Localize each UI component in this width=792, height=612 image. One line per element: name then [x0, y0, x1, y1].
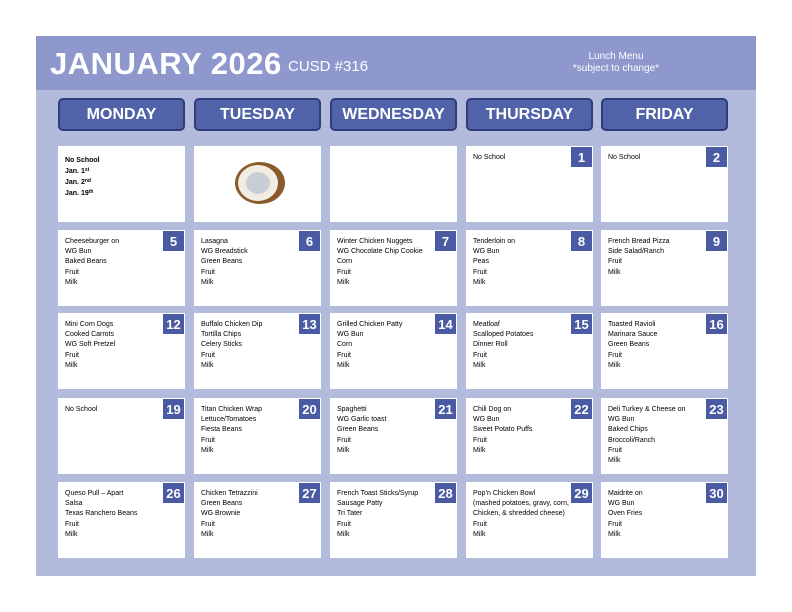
menu-item: French Toast Sticks/Syrup [337, 490, 419, 497]
menu-item: Milk [201, 530, 214, 538]
menu-item: WG Bun [473, 248, 500, 256]
menu-item: Lasagna [201, 238, 228, 245]
day-number-badge: 16 [706, 314, 727, 334]
day-number-badge: 28 [435, 483, 456, 503]
menu-items [337, 320, 431, 371]
menu-item: French Bread Pizza [608, 238, 670, 245]
menu-item: Lettuce/Tomatoes [201, 416, 257, 424]
day-number-badge: 23 [706, 399, 727, 419]
menu-items [65, 320, 159, 371]
day-cell [466, 482, 593, 558]
menu-item: Cheeseburger on [65, 238, 120, 245]
menu-items [473, 237, 567, 288]
menu-item: Milk [608, 268, 621, 276]
no-school-date: Jan. 1 [65, 168, 85, 175]
menu-item: Grilled Chicken Patty [337, 321, 403, 328]
day-cell [194, 230, 321, 306]
menu-item: Fruit [473, 351, 487, 359]
day-number-badge: 30 [706, 483, 727, 503]
menu-item: WG Soft Pretzel [65, 341, 116, 349]
menu-item: Queso Pull – Apart [65, 490, 124, 497]
menu-item: Fruit [337, 351, 351, 359]
menu-item: WG Bun [608, 500, 635, 508]
day-number-badge: 1 [571, 147, 592, 167]
menu-item: Milk [337, 361, 350, 369]
no-school-date: Jan. 2 [65, 179, 85, 186]
menu-item: Pop’n Chicken Bowl [473, 490, 536, 497]
menu-item: WG Breadstick [201, 248, 248, 256]
menu-item: Green Beans [608, 341, 650, 349]
menu-item: No School [608, 154, 641, 161]
menu-item: Green Beans [337, 426, 379, 434]
menu-item: Milk [337, 278, 350, 286]
menu-items [337, 405, 431, 456]
coconut-icon [234, 161, 286, 205]
menu-item: Milk [201, 446, 214, 454]
day-cell [58, 482, 185, 558]
day-cell [58, 230, 185, 306]
menu-item: Milk [65, 530, 78, 538]
menu-item: Milk [337, 446, 350, 454]
menu-items [473, 489, 567, 540]
menu-items [65, 489, 159, 540]
menu-item: Fruit [337, 520, 351, 528]
menu-item: Green Beans [201, 258, 243, 266]
menu-item: Spaghetti [337, 406, 367, 413]
day-number-badge: 2 [706, 147, 727, 167]
menu-item: Milk [337, 530, 350, 538]
menu-items [65, 405, 159, 415]
menu-item: Sweet Potato Puffs [473, 426, 533, 434]
menu-item: Fruit [201, 436, 215, 444]
day-number-badge: 20 [299, 399, 320, 419]
menu-item: Milk [65, 278, 78, 286]
menu-item: Fruit [65, 520, 79, 528]
calendar-sheet [36, 36, 756, 576]
day-cell [601, 482, 728, 558]
menu-item: Chicken Tetrazzini [201, 490, 258, 497]
menu-item: Meatloaf [473, 321, 500, 328]
day-number-badge: 19 [163, 399, 184, 419]
day-cell [601, 398, 728, 474]
menu-items [608, 153, 702, 163]
menu-item: Milk [65, 361, 78, 369]
day-cell [330, 230, 457, 306]
day-number-badge: 6 [299, 231, 320, 251]
menu-item: Chili Dog on [473, 406, 512, 413]
menu-item: Fruit [65, 351, 79, 359]
menu-item: Salsa [65, 500, 83, 508]
menu-item: Deli Turkey & Cheese on [608, 406, 686, 413]
day-cell [194, 482, 321, 558]
menu-items [608, 489, 702, 540]
menu-item: Scalloped Potatoes [473, 331, 534, 339]
menu-item: Milk [473, 278, 486, 286]
menu-item: Buffalo Chicken Dip [201, 321, 263, 328]
header-bar [36, 36, 756, 90]
menu-item: WG Bun [65, 248, 92, 256]
menu-item: WG Bun [608, 416, 635, 424]
day-cell [601, 146, 728, 222]
menu-items [65, 237, 159, 288]
menu-item: Fruit [608, 446, 622, 454]
day-number-badge: 5 [163, 231, 184, 251]
menu-items [608, 237, 702, 278]
menu-item: Sausage Patty [337, 500, 383, 508]
day-cell [466, 313, 593, 389]
menu-items [337, 237, 431, 288]
menu-item: Corn [337, 258, 353, 266]
no-school-heading: No School [65, 157, 100, 164]
menu-item: Fruit [608, 258, 622, 266]
day-number-badge: 12 [163, 314, 184, 334]
menu-note [536, 51, 696, 75]
day-number-badge: 29 [571, 483, 592, 503]
menu-item: WG Garlic toast [337, 416, 387, 424]
day-number-badge: 14 [435, 314, 456, 334]
menu-item: Fruit [337, 436, 351, 444]
menu-items [608, 405, 702, 466]
day-number-badge: 22 [571, 399, 592, 419]
menu-items [201, 237, 295, 288]
menu-item: WG Chocolate Chip Cookie [337, 248, 423, 256]
menu-item: Milk [473, 446, 486, 454]
page-title: JANUARY 2026 [50, 46, 282, 81]
menu-item: Winter Chicken Nuggets [337, 238, 413, 245]
menu-item: Tortilla Chips [201, 331, 242, 339]
menu-items [201, 405, 295, 456]
menu-item: Milk [201, 361, 214, 369]
day-number-badge: 27 [299, 483, 320, 503]
day-number-badge: 8 [571, 231, 592, 251]
menu-item: WG Bun [473, 416, 500, 424]
menu-label: Lunch Menu [588, 51, 644, 62]
menu-item: Toasted Ravioli [608, 321, 656, 328]
menu-item: Mini Corn Dogs [65, 321, 114, 328]
menu-item: Milk [473, 361, 486, 369]
menu-items [473, 153, 567, 163]
coconut-image-cell [194, 146, 321, 222]
menu-item: Fruit [473, 520, 487, 528]
menu-item: Tri Tater [337, 510, 363, 518]
menu-item: Texas Ranchero Beans [65, 510, 138, 518]
menu-item: Green Beans [201, 500, 243, 508]
menu-items [201, 489, 295, 540]
menu-item: Milk [473, 530, 486, 538]
menu-item: Baked Beans [65, 258, 107, 266]
menu-items [337, 489, 431, 540]
menu-item: Oven Fries [608, 510, 643, 518]
menu-item: Maidrite on [608, 490, 643, 497]
menu-item: Fruit [201, 351, 215, 359]
day-cell [194, 398, 321, 474]
menu-item: Celery Sticks [201, 341, 242, 349]
change-notice: *subject to change* [572, 63, 660, 74]
day-number-badge: 13 [299, 314, 320, 334]
menu-item: Titan Chicken Wrap [201, 406, 263, 413]
menu-item: Fruit [473, 268, 487, 276]
menu-item: Fruit [201, 268, 215, 276]
day-number-badge: 26 [163, 483, 184, 503]
menu-item: Fruit [337, 268, 351, 276]
ordinal-suffix: th [88, 189, 94, 195]
menu-items [473, 320, 567, 371]
menu-item: Broccoli/Ranch [608, 436, 656, 444]
day-cell [58, 398, 185, 474]
menu-item: Milk [608, 361, 621, 369]
menu-item: Peas [473, 258, 489, 266]
menu-item: Fruit [608, 520, 622, 528]
day-cell [466, 398, 593, 474]
menu-item: Dinner Roll [473, 341, 508, 349]
day-number-badge: 21 [435, 399, 456, 419]
menu-items [473, 405, 567, 456]
weekday-header-monday: MONDAY [58, 98, 185, 131]
menu-item: No School [65, 406, 98, 413]
menu-item: Fruit [473, 436, 487, 444]
weekday-header-tuesday: TUESDAY [194, 98, 321, 131]
day-cell [601, 230, 728, 306]
weekday-header-wednesday: WEDNESDAY [330, 98, 457, 131]
district-label: CUSD #316 [288, 58, 369, 75]
menu-item: Milk [608, 530, 621, 538]
menu-item: Cooked Carrots [65, 331, 115, 339]
weekday-header-thursday: THURSDAY [466, 98, 593, 131]
day-cell [58, 313, 185, 389]
no-school-date: Jan. 19 [65, 190, 89, 197]
menu-item: Marinara Sauce [608, 331, 658, 339]
menu-item: Fruit [201, 520, 215, 528]
menu-item: WG Brownie [201, 510, 241, 518]
menu-item: (mashed potatoes, gravy, corn, [473, 500, 569, 508]
menu-item: Fruit [608, 351, 622, 359]
menu-items [608, 320, 702, 371]
menu-item: Side Salad/Ranch [608, 248, 665, 256]
menu-item: Milk [201, 278, 214, 286]
day-cell [466, 230, 593, 306]
menu-item: Milk [608, 457, 621, 465]
day-cell [466, 146, 593, 222]
menu-item: Baked Chips [608, 426, 648, 434]
menu-items [201, 320, 295, 371]
day-cell [330, 482, 457, 558]
menu-item: No School [473, 154, 506, 161]
menu-item: Corn [337, 341, 353, 349]
day-cell [194, 313, 321, 389]
day-number-badge: 7 [435, 231, 456, 251]
day-cell [330, 313, 457, 389]
menu-item: Tenderloin on [473, 238, 516, 245]
menu-item: Fiesta Beans [201, 426, 242, 434]
menu-item: Chicken, & shredded cheese) [473, 510, 565, 518]
day-cell [601, 313, 728, 389]
no-school-notice-cell [58, 146, 185, 222]
day-number-badge: 15 [571, 314, 592, 334]
weekday-header-friday: FRIDAY [601, 98, 728, 131]
menu-item: WG Bun [337, 331, 364, 339]
ordinal-suffix: nd [84, 178, 91, 184]
ordinal-suffix: st [84, 167, 90, 173]
menu-item: Fruit [65, 268, 79, 276]
day-cell [330, 398, 457, 474]
day-number-badge: 9 [706, 231, 727, 251]
empty-day-cell [330, 146, 457, 222]
